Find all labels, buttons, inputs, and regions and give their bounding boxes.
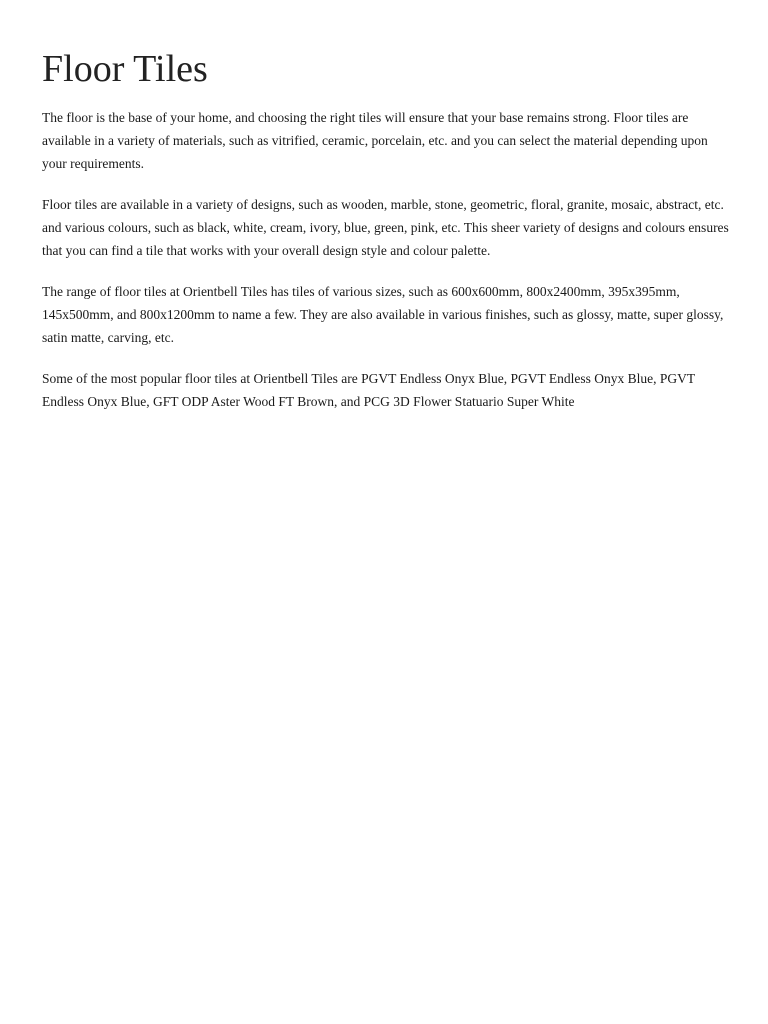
article xyxy=(42,46,732,431)
paragraph-designs: Floor tiles are available in a variety of designs, such as wooden, marble, stone, geometric, floral, granite, mosaic, abstract, etc. and various colours, such as black, white, cream, ivory, blue, green, pink, etc. This sheer variety of designs and colours ensures that you can find a tile that works with your overall design style and colour palette. xyxy=(42,197,729,258)
page-title: Floor Tiles xyxy=(42,48,208,90)
paragraph-sizes: The range of floor tiles at Orientbell Tiles has tiles of various sizes, such as 600x600mm, 800x2400mm, 395x395mm, 145x500mm, and 800x1200mm to name a few. They are also available in various finishes, such as glossy, matte, super glossy, satin matte, carving, etc. xyxy=(42,284,724,345)
paragraph-popular: Some of the most popular floor tiles at Orientbell Tiles are PGVT Endless Onyx Blue, PGVT Endless Onyx Blue, PGVT Endless Onyx Blue, GFT ODP Aster Wood FT Brown, and PCG 3D Flower Statuario Super White xyxy=(42,371,695,409)
paragraph-materials: The floor is the base of your home, and choosing the right tiles will ensure that your base remains strong. Floor tiles are available in a variety of materials, such as vitrified, ceramic, porcelain, etc. and you can select the material depending upon your requirements. xyxy=(42,110,708,171)
